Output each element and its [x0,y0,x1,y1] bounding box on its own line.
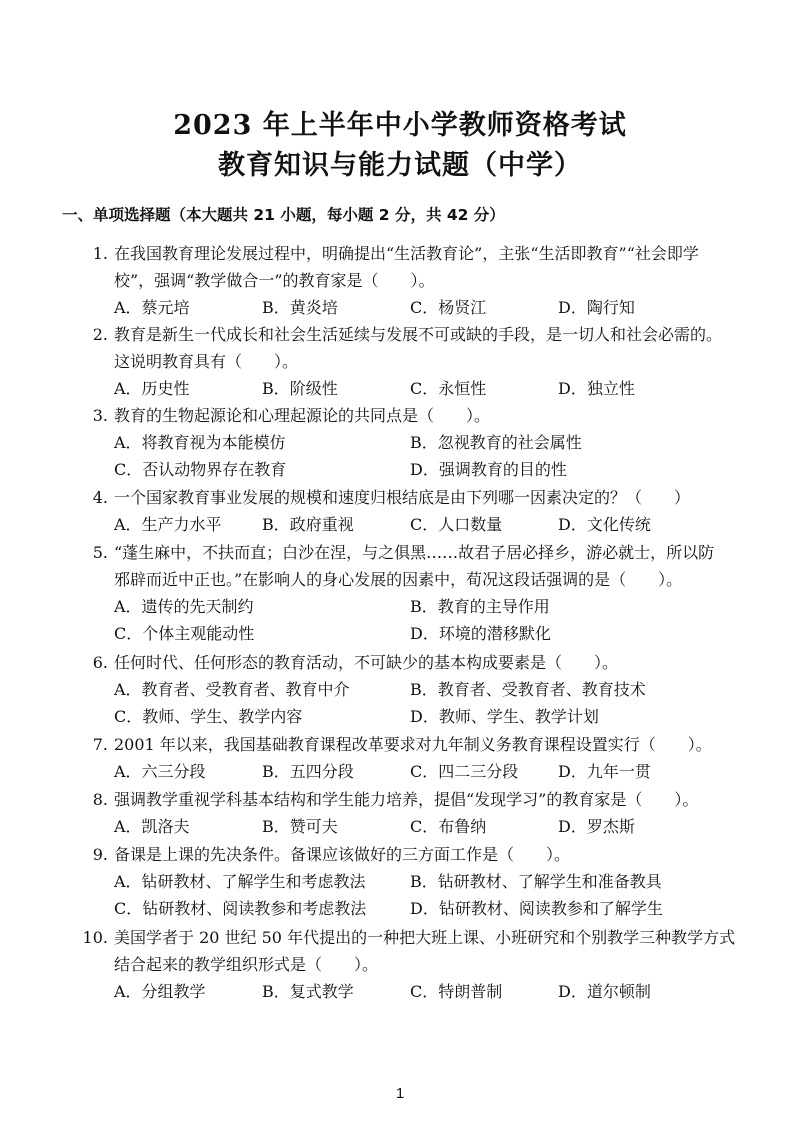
question-number: 9. [92,845,108,864]
option-c[interactable]: C．布鲁纳 [410,817,487,836]
option-list [80,895,730,922]
question-number: 10. [82,928,108,947]
option-a[interactable]: A．生产力水平 [114,515,222,534]
option-d[interactable]: D．独立性 [558,379,635,398]
option-d[interactable]: D．道尔顿制 [558,982,651,1001]
option-list [80,375,730,402]
exam-title: 2023 年上半年中小学教师资格考试 [173,110,627,141]
question-9 [80,841,730,922]
option-b[interactable]: B．复式教学 [262,982,354,1001]
option-c[interactable]: C．个体主观能动性 [114,624,255,643]
section-heading: 一、单项选择题（本大题共 21 小题，每小题 2 分，共 42 分） [62,206,505,224]
question-text-continued: 校”，强调“教学做合一”的教育家是（ ）。 [114,271,435,290]
option-a[interactable]: A．六三分段 [114,762,206,781]
option-c[interactable]: C．否认动物界存在教育 [114,460,287,479]
option-d[interactable]: D．教师、学生、教学计划 [410,707,599,726]
option-c[interactable]: C．教师、学生、教学内容 [114,707,303,726]
option-b[interactable]: B．赞可夫 [262,817,338,836]
question-text: “蓬生麻中，不扶而直；白沙在涅，与之俱黑……故君子居必择乡，游必就士，所以防 [114,543,715,562]
question-text: 强调教学重视学科基本结构和学生能力培养，提倡“发现学习”的教育家是（ ）。 [114,790,699,809]
question-text: 任何时代、任何形态的教育活动，不可缺少的基本构成要素是（ ）。 [114,653,619,672]
question-number: 2. [92,325,108,344]
question-number: 8. [92,790,108,809]
option-b[interactable]: B．教育的主导作用 [410,597,550,616]
page-number: 1 [395,1085,405,1102]
option-b[interactable]: B．教育者、受教育者、教育技术 [410,680,646,699]
option-d[interactable]: D．陶行知 [558,298,635,317]
option-b[interactable]: B．五四分段 [262,762,354,781]
option-c[interactable]: C．四二三分段 [410,762,519,781]
question-2 [80,321,730,402]
option-list [80,456,730,483]
option-list [80,511,730,538]
option-a[interactable]: A．蔡元培 [114,298,190,317]
question-text: 一个国家教育事业发展的规模和速度归根结底是由下列哪一因素决定的？（ ） [114,488,691,507]
option-list [80,593,730,620]
question-text-continued: 结合起来的教学组织形式是（ ）。 [114,955,379,974]
option-b[interactable]: B．忽视教育的社会属性 [410,433,582,452]
option-c[interactable]: C．特朗普制 [410,982,503,1001]
option-b[interactable]: B．阶级性 [262,379,338,398]
question-4 [80,484,730,538]
option-list [80,758,730,785]
option-list [80,294,730,321]
option-c[interactable]: C．钻研教材、阅读教参和考虑教法 [114,899,367,918]
question-number: 7. [92,735,108,754]
option-list [80,703,730,730]
option-list [80,813,730,840]
question-number: 1. [92,244,108,263]
option-list [80,620,730,647]
option-list [80,676,730,703]
option-d[interactable]: D．九年一贯 [558,762,651,781]
option-list [80,978,730,1005]
option-list [80,429,730,456]
option-b[interactable]: B．钻研教材、了解学生和准备教具 [410,872,662,891]
option-d[interactable]: D．环境的潜移默化 [410,624,551,643]
option-a[interactable]: A．钻研教材、了解学生和考虑教法 [114,872,366,891]
question-text-continued: 这说明教育具有（ ）。 [114,352,299,371]
option-a[interactable]: A．教育者、受教育者、教育中介 [114,680,350,699]
question-10 [80,924,736,1005]
option-a[interactable]: A．凯洛夫 [114,817,190,836]
question-text-continued: 邪辟而近中正也。”在影响人的身心发展的因素中，荀况这段话强调的是（ ）。 [114,570,683,589]
question-text: 教育的生物起源论和心理起源论的共同点是（ ）。 [114,406,491,425]
question-6 [80,649,730,730]
question-text: 2001 年以来，我国基础教育课程改革要求对九年制义务教育课程设置实行（ ）。 [114,735,712,754]
option-a[interactable]: A．分组教学 [114,982,206,1001]
option-c[interactable]: C．永恒性 [410,379,487,398]
exam-subtitle: 教育知识与能力试题（中学） [218,150,582,181]
option-d[interactable]: D．文化传统 [558,515,651,534]
question-1 [80,240,730,321]
option-b[interactable]: B．黄炎培 [262,298,338,317]
option-a[interactable]: A．将教育视为本能模仿 [114,433,286,452]
question-7 [80,731,730,785]
question-8 [80,786,730,840]
question-3 [80,402,730,483]
question-number: 3. [92,406,108,425]
question-number: 4. [92,488,108,507]
option-d[interactable]: D．强调教育的目的性 [410,460,567,479]
option-b[interactable]: B．政府重视 [262,515,354,534]
question-5 [80,539,730,647]
question-number: 6. [92,653,108,672]
option-d[interactable]: D．钻研教材、阅读教参和了解学生 [410,899,663,918]
option-a[interactable]: A．历史性 [114,379,190,398]
question-text: 在我国教育理论发展过程中，明确提出“生活教育论”，主张“生活即教育”“社会即学 [114,244,699,263]
option-c[interactable]: C．人口数量 [410,515,503,534]
question-number: 5. [92,543,108,562]
option-c[interactable]: C．杨贤江 [410,298,487,317]
option-a[interactable]: A．遗传的先天制约 [114,597,254,616]
question-text: 备课是上课的先决条件。备课应该做好的三方面工作是（ ）。 [114,845,571,864]
question-text: 教育是新生一代成长和社会生活延续与发展不可或缺的手段，是一切人和社会必需的。 [114,325,723,344]
question-text: 美国学者于 20 世纪 50 年代提出的一种把大班上课、小班研究和个别教学三种教学方式 [114,928,736,947]
option-list [80,868,730,895]
option-d[interactable]: D．罗杰斯 [558,817,635,836]
